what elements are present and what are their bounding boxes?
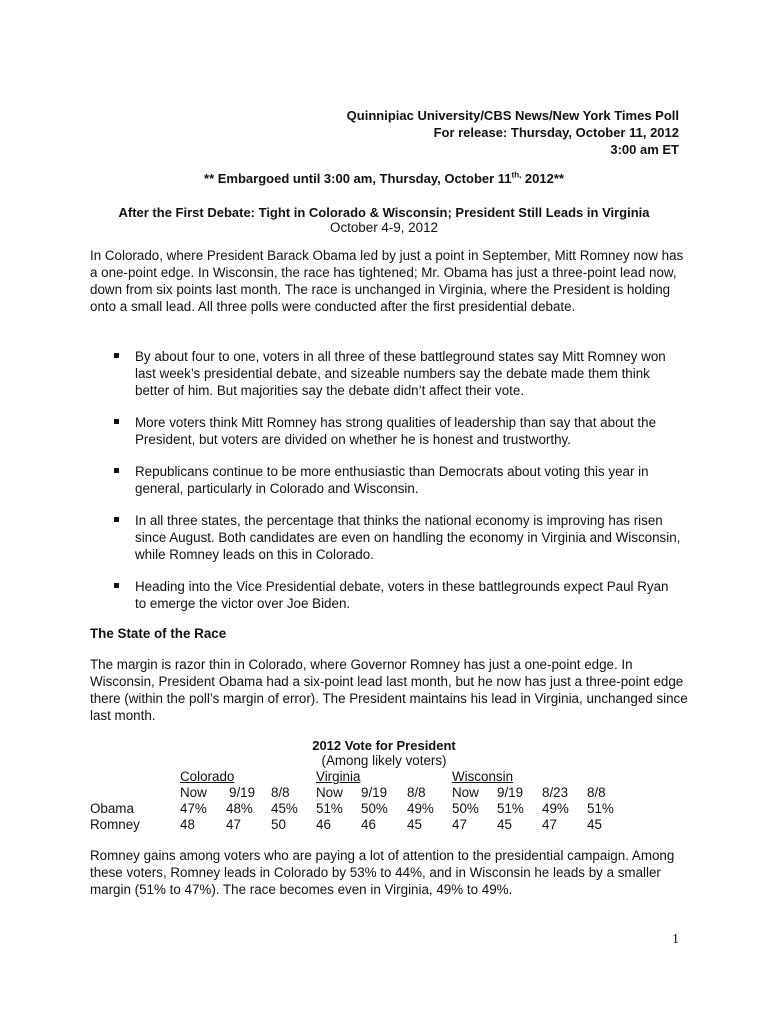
bullet-square-icon bbox=[114, 353, 119, 358]
row-label-romney: Romney bbox=[90, 817, 140, 832]
embargo-year: 2012** bbox=[521, 171, 564, 186]
table-cell: 50% bbox=[361, 801, 388, 816]
table-cell: 51% bbox=[497, 801, 524, 816]
column-header: 8/23 bbox=[542, 785, 569, 800]
table-cell: 48% bbox=[226, 801, 253, 816]
release-date: For release: Thursday, October 11, 2012 bbox=[433, 125, 679, 140]
embargo-notice bbox=[0, 170, 768, 187]
embargo-text: ** Embargoed until 3:00 am, Thursday, October 11 bbox=[204, 171, 512, 186]
table-cell: 51% bbox=[316, 801, 343, 816]
state-header-wisconsin: Wisconsin bbox=[452, 769, 514, 784]
closing-paragraph: Romney gains among voters who are paying a lot of attention to the presidential campaign. Among these voters, Romney leads in Colorado by 53% to 44%, and in Wisconsin he leads by a smaller margin (51% to 47%). The race becomes even in Virginia, 49% to 49%. bbox=[90, 848, 675, 897]
intro-paragraph: In Colorado, where President Barack Obama led by just a point in September, Mitt Romney now has a one-point edge. In Wisconsin, the race has tightened; Mr. Obama has just a three-point lead now, down from six points last month. The race is unchanged in Virginia, where the President is holding onto a small lead. All three polls were conducted after the first presidential debate. bbox=[90, 248, 684, 314]
table-cell: 45% bbox=[271, 801, 298, 816]
row-label-obama: Obama bbox=[90, 801, 134, 816]
list-item: Heading into the Vice Presidential debate, voters in these battlegrounds expect Paul Ryan to emerge the victor over Joe Biden. bbox=[112, 578, 682, 612]
column-header: Now bbox=[452, 785, 479, 800]
list-item: In all three states, the percentage that thinks the national economy is improving has risen since August. Both candidates are even on handling the economy in Virginia and Wisconsin, while Romney leads on this in Colorado. bbox=[112, 512, 682, 563]
column-header: Now bbox=[316, 785, 343, 800]
bullet-square-icon bbox=[114, 517, 119, 522]
race-paragraph: The margin is razor thin in Colorado, where Governor Romney has just a one-point edge. In Wisconsin, President Obama had a six-point lead last month, but he now has just a three-point edge there (within the poll’s margin of error). The President maintains his lead in Virginia, unchanged since last month. bbox=[90, 657, 688, 723]
table-cell: 45 bbox=[497, 817, 512, 832]
key-findings-list bbox=[112, 348, 682, 627]
column-header: 9/19 bbox=[361, 785, 388, 800]
column-header: 8/8 bbox=[587, 785, 606, 800]
column-header: 8/8 bbox=[271, 785, 290, 800]
release-header bbox=[347, 107, 679, 158]
list-item: By about four to one, voters in all three of these battleground states say Mitt Romney won last week’s presidential debate, and sizeable numbers say the debate made them think better of him. But majorities say the debate didn’t affect their vote. bbox=[112, 348, 682, 399]
table-cell: 49% bbox=[542, 801, 569, 816]
embargo-superscript: th, bbox=[511, 170, 522, 180]
column-header: 9/19 bbox=[497, 785, 524, 800]
bullet-square-icon bbox=[114, 468, 119, 473]
table-cell: 48 bbox=[180, 817, 195, 832]
section-title: The State of the Race bbox=[90, 626, 227, 641]
column-header: 9/19 bbox=[229, 785, 256, 800]
column-header: 8/8 bbox=[407, 785, 426, 800]
bullet-square-icon bbox=[114, 583, 119, 588]
table-cell: 45 bbox=[587, 817, 602, 832]
page-number: 1 bbox=[672, 932, 679, 947]
table-cell: 47 bbox=[226, 817, 241, 832]
table-cell: 47% bbox=[180, 801, 207, 816]
table-title: 2012 Vote for President bbox=[312, 738, 456, 753]
release-time: 3:00 am ET bbox=[610, 142, 679, 157]
list-item: Republicans continue to be more enthusiastic than Democrats about voting this year in general, particularly in Colorado and Wisconsin. bbox=[112, 463, 682, 497]
table-cell: 45 bbox=[407, 817, 422, 832]
list-item: More voters think Mitt Romney has strong qualities of leadership than say that about the President, but voters are divided on whether he is honest and trustworthy. bbox=[112, 414, 682, 448]
poll-dates: October 4-9, 2012 bbox=[330, 220, 438, 235]
table-subtitle: (Among likely voters) bbox=[321, 753, 447, 768]
table-cell: 47 bbox=[542, 817, 557, 832]
column-header: Now bbox=[180, 785, 207, 800]
table-cell: 50% bbox=[452, 801, 479, 816]
table-cell: 50 bbox=[271, 817, 286, 832]
table-cell: 46 bbox=[316, 817, 331, 832]
table-cell: 46 bbox=[361, 817, 376, 832]
bullet-square-icon bbox=[114, 419, 119, 424]
state-header-colorado: Colorado bbox=[180, 769, 235, 784]
state-header-virginia: Virginia bbox=[316, 769, 361, 784]
headline: After the First Debate: Tight in Colorado & Wisconsin; President Still Leads in Virginia bbox=[118, 205, 650, 220]
table-cell: 49% bbox=[407, 801, 434, 816]
poll-name: Quinnipiac University/CBS News/New York Times Poll bbox=[346, 108, 679, 123]
table-cell: 51% bbox=[587, 801, 614, 816]
table-cell: 47 bbox=[452, 817, 467, 832]
